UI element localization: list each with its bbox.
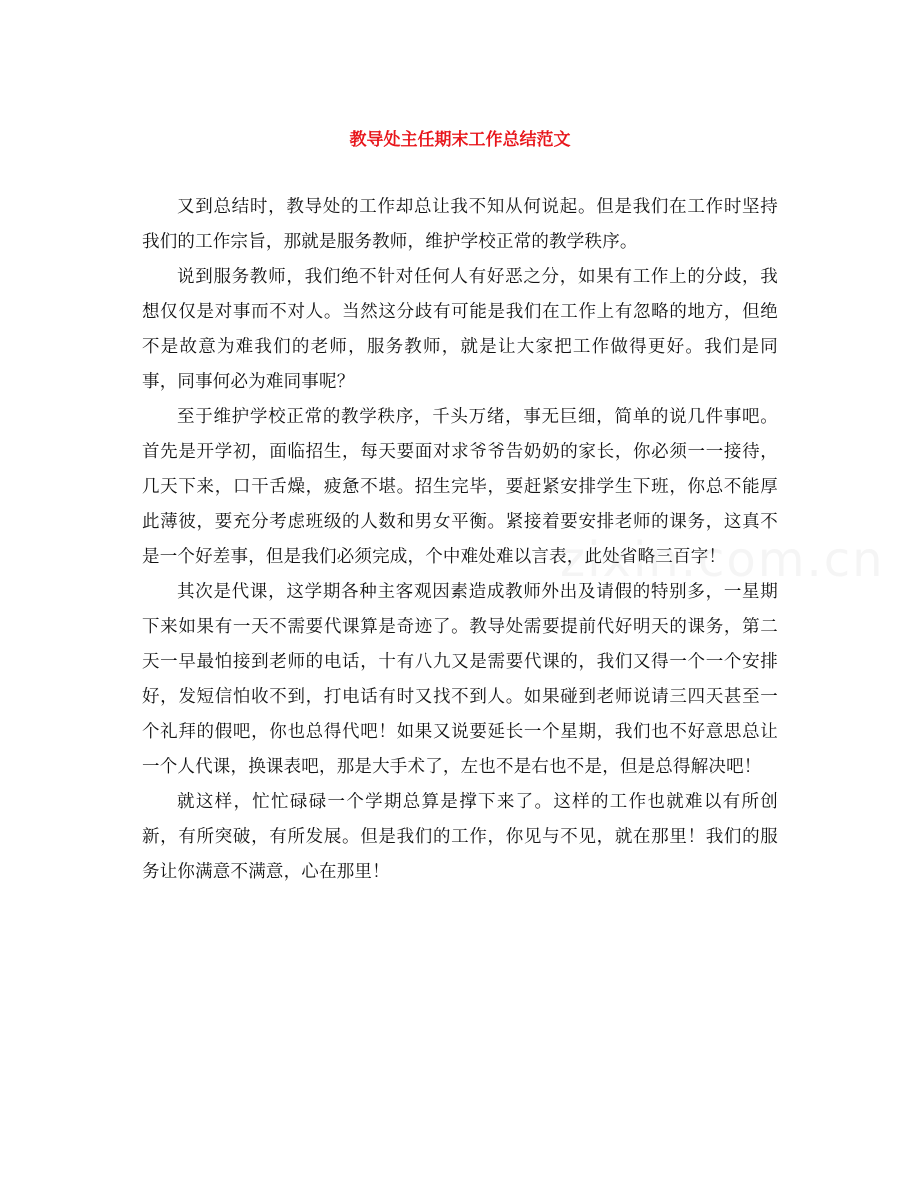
- paragraph-2: 说到服务教师，我们绝不针对任何人有好恶之分，如果有工作上的分歧，我想仅仅是对事而不对人。当然这分歧有可能是我们在工作上有忽略的地方，但绝不是故意为难我们的老师，服务教师，就是让大家把工作做得更好。我们是同事，同事何必为难同事呢？: [142, 267, 778, 392]
- paragraph-4: 其次是代课，这学期各种主客观因素造成教师外出及请假的特别多，一星期下来如果有一天不需要代课算是奇迹了。教导处需要提前代好明天的课务，第二天一早最怕接到老师的电话，十有八九又是需要代课的，我们又得一个一个安排好，发短信怕收不到，打电话有时又找不到人。如果碰到老师说请三四天甚至一个礼拜的假吧，你也总得代吧！如果又说要延长一个星期，我们也不好意思总让一个人代课，换课表吧，那是大手术了，左也不是右也不是，但是总得解决吧！: [142, 582, 778, 777]
- paragraph-1: 又到总结时，教导处的工作却总让我不知从何说起。但是我们在工作时坚持我们的工作宗旨，那就是服务教师，维护学校正常的教学秩序。: [142, 197, 778, 252]
- paragraph-5: 就这样，忙忙碌碌一个学期总算是撑下来了。这样的工作也就难以有所创新，有所突破，有所发展。但是我们的工作，你见与不见，就在那里！我们的服务让你满意不满意，心在那里！: [142, 792, 778, 882]
- paragraph-3: 至于维护学校正常的教学秩序，千头万绪，事无巨细，简单的说几件事吧。首先是开学初，面临招生，每天要面对求爷爷告奶奶的家长，你必须一一接待，几天下来，口干舌燥，疲惫不堪。招生完毕，要赶紧安排学生下班，你总不能厚此薄彼，要充分考虑班级的人数和男女平衡。紧接着要安排老师的课务，这真不是一个好差事，但是我们必须完成，个中难处难以言表，此处省略三百字！: [142, 407, 778, 567]
- document-body: [142, 190, 778, 890]
- watermark: zixin.com.cn: [560, 532, 885, 588]
- document-title: 教导处主任期末工作总结范文: [349, 130, 571, 150]
